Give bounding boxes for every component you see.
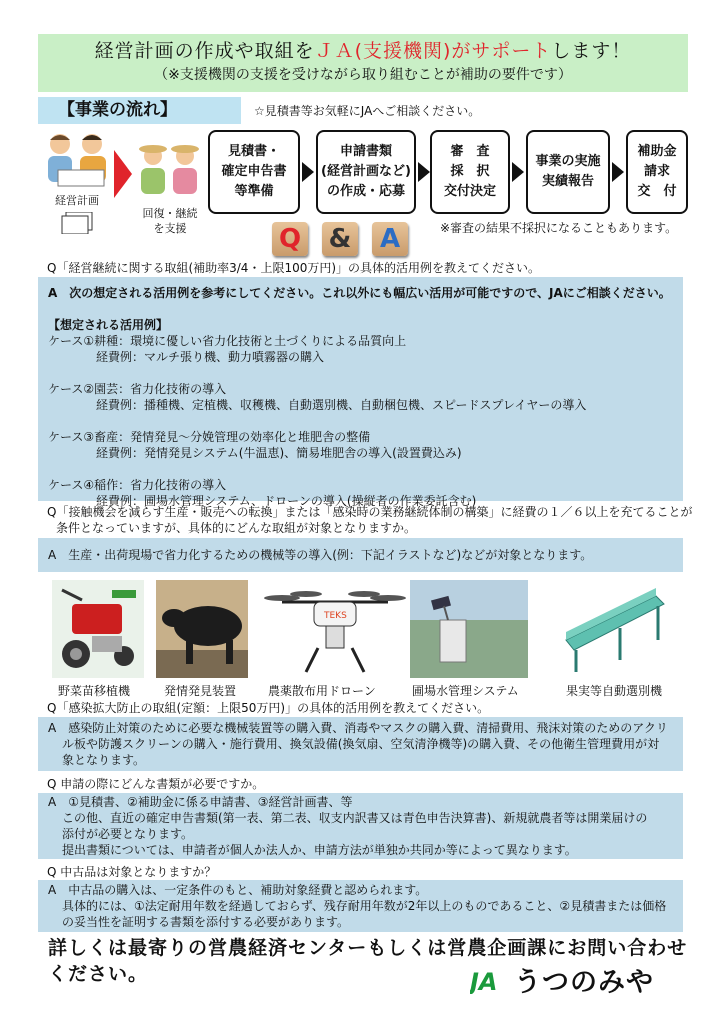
flow-arrow-icon: [512, 162, 524, 182]
flow-arrow-icon: [612, 162, 624, 182]
photo-caption-5: 果実等自動選別機: [566, 684, 663, 698]
photo-caption-3: 農薬散布用ドローン: [268, 684, 376, 698]
logo-text: うつのみや: [514, 967, 654, 998]
banner-line2: （※支援機関の支援を受けながら取り組むことが補助の要件です）: [154, 67, 572, 83]
cow-icon: [156, 580, 248, 678]
question-1: Q「経営継続に関する取組(補助率3/4・上限100万円)」の具体的活用例を教えてください。: [47, 261, 541, 275]
answer-1: [38, 277, 683, 508]
support-label: 回復・継続 を支援: [142, 207, 198, 235]
qa-block-q: Q: [272, 222, 308, 256]
flow-arrow-icon: [302, 162, 314, 182]
flow-step-3: 審 査 採 択 交付決定: [430, 130, 510, 214]
sorting-machine-icon: [560, 580, 668, 678]
answer-5-line2: 具体的には、①法定耐用年数を経過しておらず、残存耐用年数が2年以上のものであること、②見積書または価格: [62, 899, 667, 913]
answer-5: [38, 880, 683, 932]
answer-4-line3: 添付が必要となります。: [62, 827, 194, 841]
answer-3-line2: ル板や防護スクリーンの購入・施行費用、換気設備(換気扇、空気清浄機等)の購入費、その他衛生管理費用が対: [62, 737, 660, 751]
photo-caption-2: 発情発見装置: [164, 684, 237, 698]
flow-step-5: 補助金 請求 交 付: [626, 130, 688, 214]
documents-icon: [60, 212, 94, 234]
drone-icon: [262, 580, 408, 678]
farmers-planning-icon: [40, 130, 120, 192]
contact-line2: ください。: [48, 963, 149, 985]
answer-4: [38, 793, 683, 859]
answer-1-intro: A 次の想定される活用例を参考にしてください。これ以外にも幅広い活用が可能ですので、JAにご相談ください。: [48, 286, 671, 300]
red-arrow-icon: [114, 150, 132, 198]
flow-step-1: 見積書・ 確定申告書 等準備: [208, 130, 300, 214]
answer-2: [38, 538, 683, 572]
answer-3-line3: 象となります。: [62, 753, 146, 767]
flow-step-4: 事業の実施 実績報告: [526, 130, 610, 214]
qa-blocks: [272, 222, 408, 256]
answer-4-line2: この他、直近の確定申告書類(第一表、第二表、収支内訳書又は青色申告決算書)、新規就農者等は開業届けの: [62, 811, 648, 825]
flow-title: 【事業の流れ】: [38, 97, 241, 124]
contact-line1: 詳しくは最寄りの営農経済センターもしくは営農企画課にお問い合わせ: [48, 937, 688, 959]
question-3: Q「感染拡大防止の取組(定額：上限50万円)」の具体的活用例を教えてください。: [47, 701, 490, 715]
drone-brand-text: TEKS: [324, 611, 347, 621]
case-1-title: ケース①耕種：環境に優しい省力化技術と土づくりによる品質向上: [48, 334, 407, 348]
header-banner: [38, 34, 688, 92]
ja-mark-text: JA: [470, 967, 498, 994]
reject-note: ※審査の結果不採択になることもあります。: [440, 221, 678, 235]
question-2-line1: Q「接触機会を減らす生産・販売への転換」または「感染時の業務継続体制の構築」に経費の１／６以上を充てることが: [47, 505, 693, 519]
case-4-title: ケース④稲作：省力化技術の導入: [48, 478, 227, 492]
ja-mark-icon: [470, 966, 510, 994]
flow-step-2: 申請書類 (経営計画など) の作成・応募: [316, 130, 416, 214]
banner-text-pre: 経営計画の作成や取組を: [94, 40, 315, 62]
banner-text-highlight: ＪＡ(支援機関)がサポート: [314, 40, 552, 62]
case-1-cost: 経費例：マルチ張り機、動力噴霧器の購入: [96, 350, 325, 364]
flow-arrow-icon: [418, 162, 430, 182]
question-5: Q 中古品は対象となりますか？: [47, 865, 217, 879]
answer-3: [38, 717, 683, 771]
plan-label: 経営計画: [55, 194, 99, 207]
farmers-support-icon: [135, 140, 205, 200]
banner-text-post: します！: [551, 40, 632, 62]
transplanter-icon: [52, 580, 144, 678]
answer-3-line1: A 感染防止対策のために必要な機械装置等の購入費、消毒やマスクの購入費、清掃費用、飛沫対策のためのアクリ: [48, 721, 668, 735]
cases-title: 【想定される活用例】: [48, 318, 169, 332]
question-2-line2: 条件となっていますが、具体的にどんな取組が対象となりますか。: [56, 521, 417, 535]
water-management-icon: [410, 580, 528, 678]
answer-2-text: A 生産・出荷現場で省力化するための機械等の導入(例：下記イラストなど)などが対象となります。: [48, 548, 593, 562]
answer-5-line1: A 中古品の購入は、一定条件のもと、補助対象経費と認められます。: [48, 883, 428, 897]
answer-5-line3: の妥当性を証明する書類を添付する必要があります。: [62, 915, 350, 929]
banner-line1: [38, 34, 688, 64]
flow-note: ☆見積書等お気軽にJAへご相談ください。: [254, 104, 481, 118]
qa-block-and: &: [322, 222, 358, 256]
photo-caption-4: 圃場水管理システム: [412, 684, 519, 698]
case-3-title: ケース③畜産：発情発見～分娩管理の効率化と堆肥舎の整備: [48, 430, 371, 444]
answer-4-line4: 提出書類については、申請者が個人か法人か、申請方法が単独か共同か等によって異なります。: [62, 843, 577, 857]
question-4: Q 申請の際にどんな書類が必要ですか。: [47, 777, 265, 791]
photo-caption-1: 野菜苗移植機: [58, 684, 131, 698]
ja-logo: [470, 960, 654, 999]
case-2-cost: 経費例：播種機、定植機、収穫機、自動選別機、自動梱包機、スピードスプレイヤーの導入: [96, 398, 587, 412]
case-3-cost: 経費例：発情発見システム(牛温恵)、簡易堆肥舎の導入(設置費込み): [96, 446, 462, 460]
case-4-cost: 経費例：圃場水管理システム、ドローンの導入(操縦者の作業委託含む): [96, 494, 477, 508]
answer-4-line1: A ①見積書、②補助金に係る申請書、③経営計画書、等: [48, 795, 353, 809]
case-2-title: ケース②園芸：省力化技術の導入: [48, 382, 227, 396]
qa-block-a: A: [372, 222, 408, 256]
